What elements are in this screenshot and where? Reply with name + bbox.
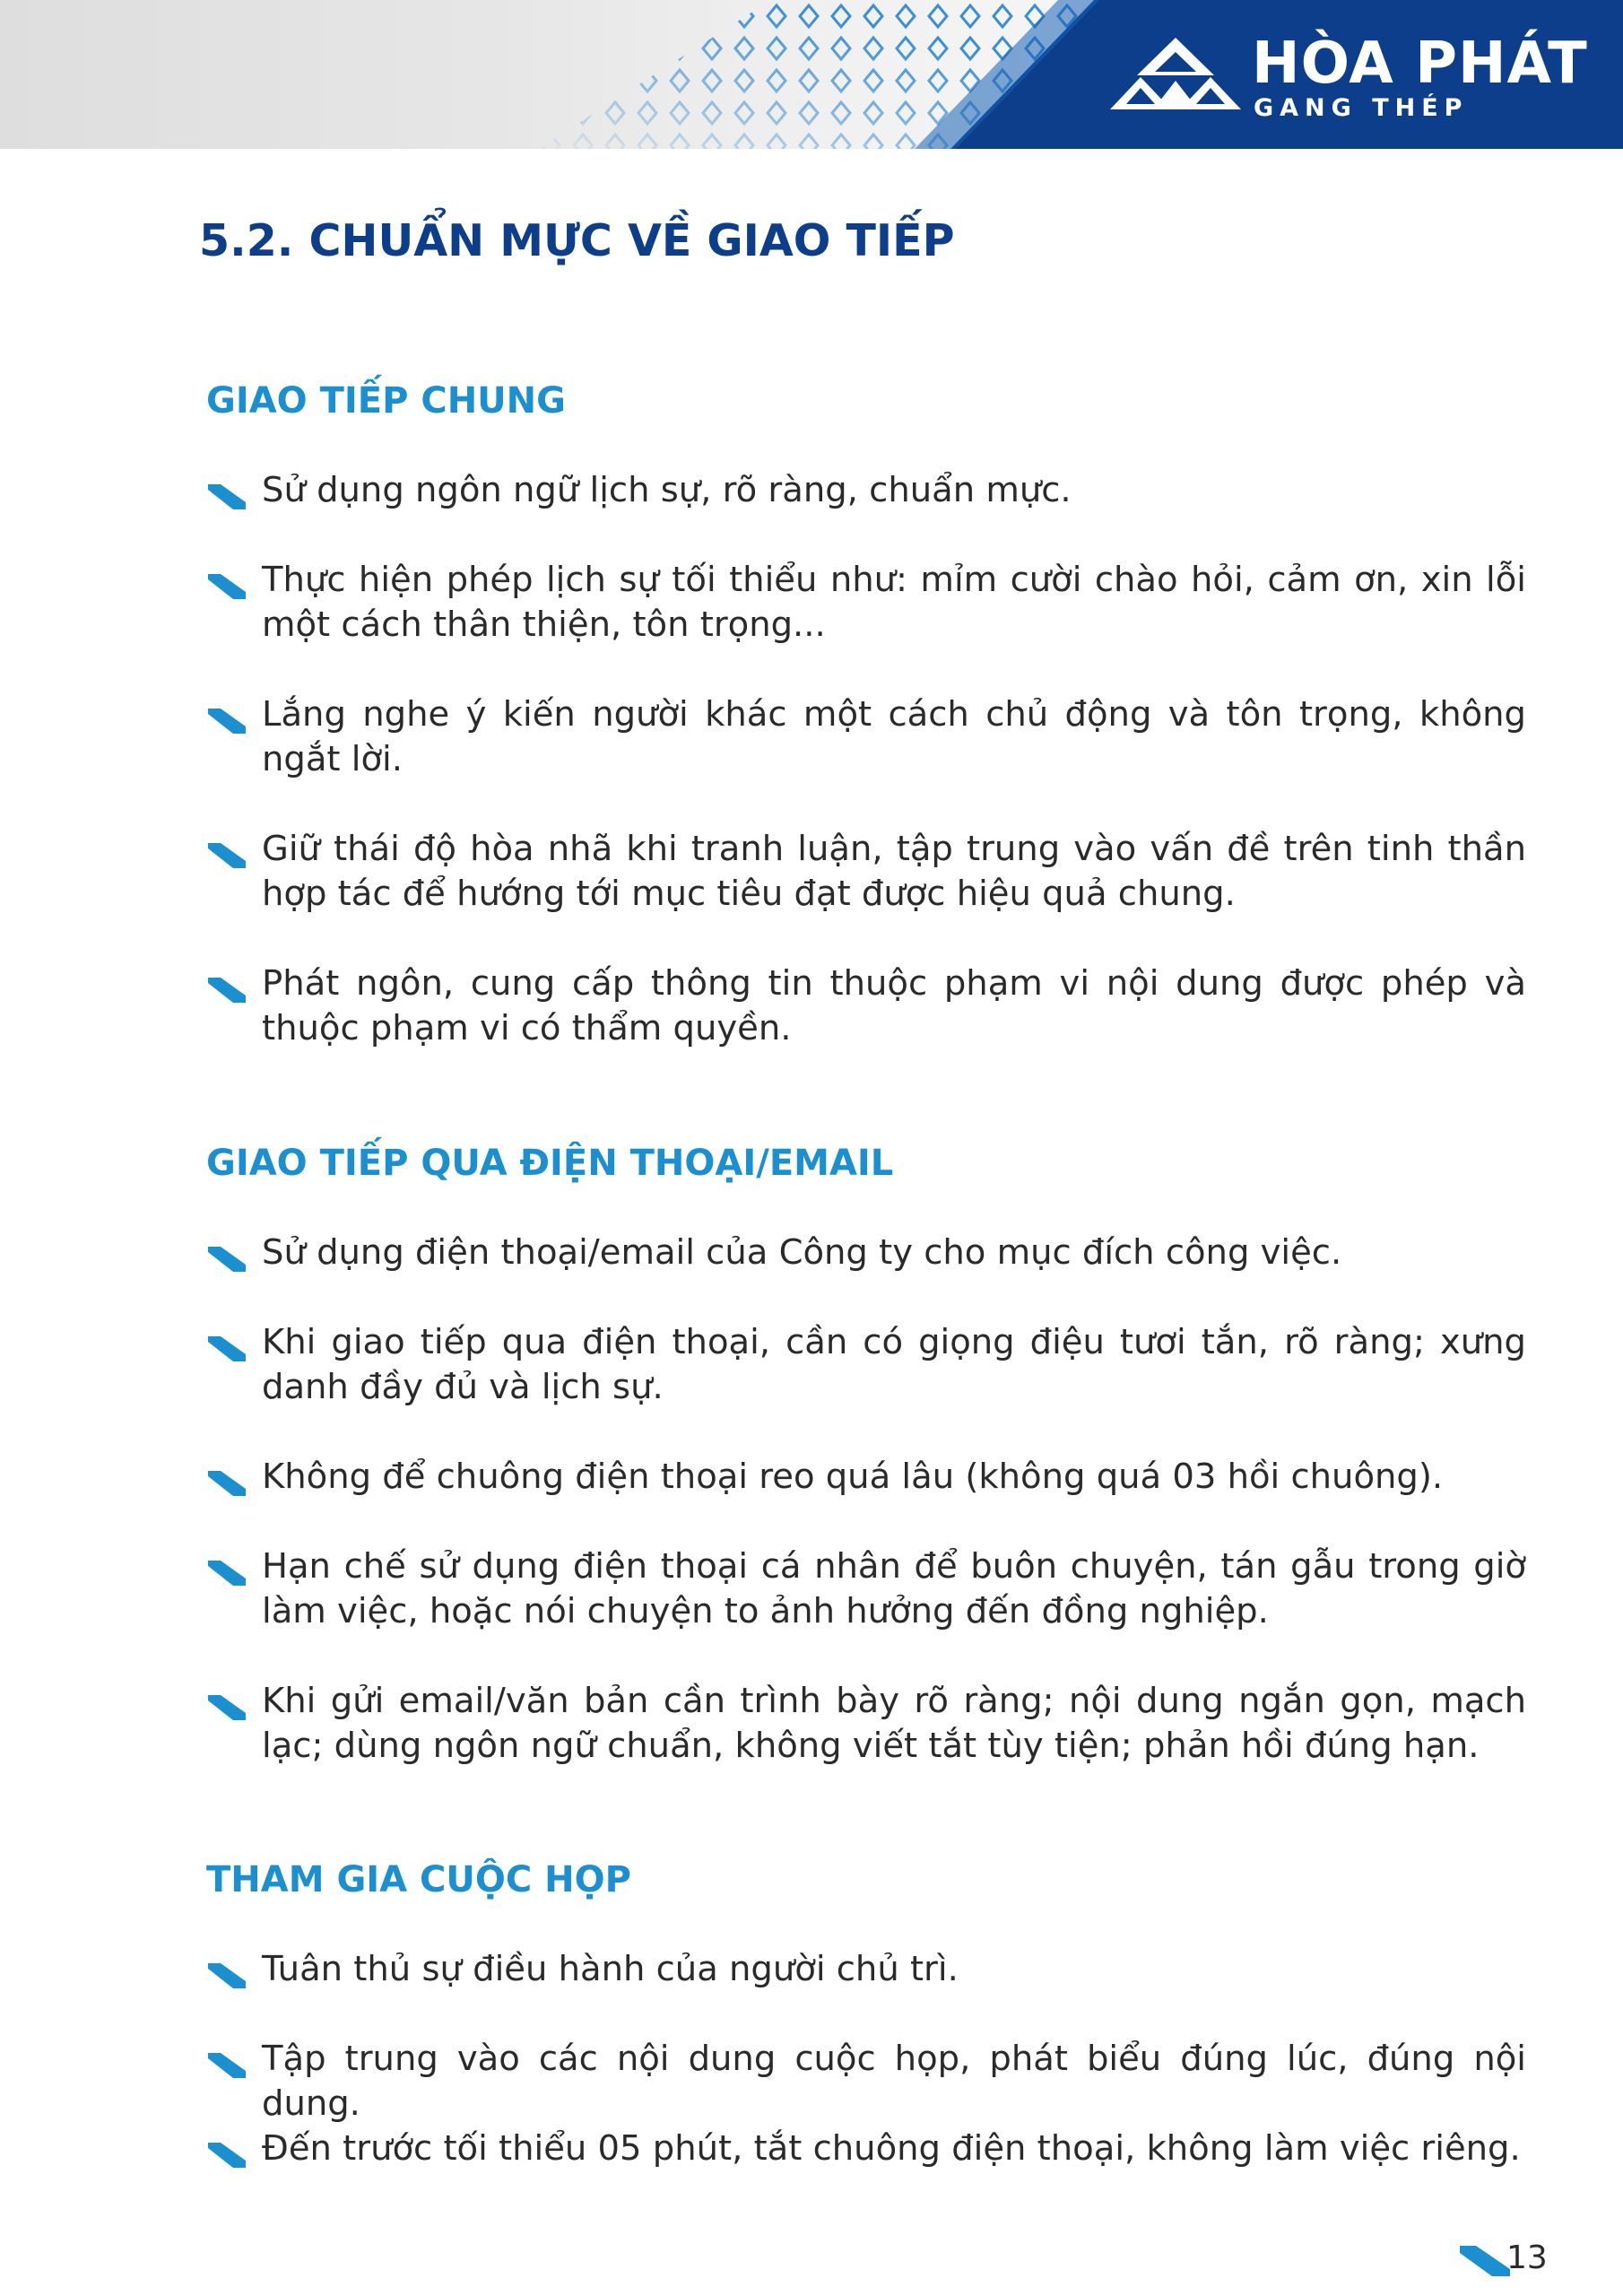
list-item-text: Hạn chế sử dụng điện thoại cá nhân để buôn chuyện, tán gẫu trong giờ làm việc, hoặc nói chuyện to ảnh hưởng đến đồng nghiệp.: [262, 1546, 1526, 1631]
brand-name: HÒA PHÁT: [1252, 30, 1588, 97]
page-number: [1460, 2237, 1567, 2282]
list-item-text: Giữ thái độ hòa nhã khi tranh luận, tập trung vào vấn đề trên tinh thần hợp tác để hướng tới mục tiêu đạt được hiệu quả chung.: [262, 829, 1526, 914]
bullet-arrow-icon: [208, 2053, 246, 2078]
list-item-text: Tuân thủ sự điều hành của người chủ trì.: [262, 1949, 959, 1989]
brand-subtitle: GANG THÉP: [1254, 94, 1469, 122]
bullet-arrow-icon: [208, 1561, 246, 1586]
page-number-arrow-icon: [1460, 2246, 1510, 2276]
list-item-text: Không để chuông điện thoại reo quá lâu (không quá 03 hồi chuông).: [262, 1457, 1444, 1497]
company-logo: [1108, 30, 1588, 122]
list-item-text: Sử dụng ngôn ngữ lịch sự, rõ ràng, chuẩn mực.: [262, 470, 1072, 510]
page-title: 5.2. CHUẨN MỰC VỀ GIAO TIẾP: [199, 215, 955, 266]
page-number-text: 13: [1506, 2239, 1548, 2276]
section-heading: GIAO TIẾP QUA ĐIỆN THOẠI/EMAIL: [206, 1143, 894, 1184]
bullet-arrow-icon: [208, 1336, 246, 1361]
bullet-arrow-icon: [208, 574, 246, 599]
section-heading: THAM GIA CUỘC HỌP: [206, 1859, 631, 1900]
bullet-arrow-icon: [208, 1247, 246, 1272]
list-item-text: Khi giao tiếp qua điện thoại, cần có giọng điệu tươi tắn, rõ ràng; xưng danh đầy đủ và lịch sự.: [262, 1322, 1526, 1407]
list-item-text: Tập trung vào các nội dung cuộc họp, phát biểu đúng lúc, đúng nội dung.: [262, 2039, 1526, 2124]
list-item-text: Phát ngôn, cung cấp thông tin thuộc phạm vi nội dung được phép và thuộc phạm vi có thẩm quyền.: [262, 963, 1526, 1048]
list-item-text: Khi gửi email/văn bản cần trình bày rõ ràng; nội dung ngắn gọn, mạch lạc; dùng ngôn ngữ chuẩn, không viết tắt tùy tiện; phản hồi đúng hạn.: [262, 1681, 1526, 1766]
bullet-arrow-icon: [208, 1471, 246, 1496]
bullet-arrow-icon: [208, 1695, 246, 1720]
bullet-arrow-icon: [208, 709, 246, 734]
list-item-text: Sử dụng điện thoại/email của Công ty cho mục đích công việc.: [262, 1232, 1342, 1273]
list-item-text: Thực hiện phép lịch sự tối thiểu như: mỉm cười chào hỏi, cảm ơn, xin lỗi một cách thân thiện, tôn trọng...: [262, 560, 1526, 645]
bullet-arrow-icon: [208, 484, 246, 509]
page-header: [0, 0, 1623, 149]
section-heading: GIAO TIẾP CHUNG: [206, 380, 566, 422]
list-item-text: Lắng nghe ý kiến người khác một cách chủ động và tôn trọng, không ngắt lời.: [262, 694, 1526, 779]
list-item-text: Đến trước tối thiểu 05 phút, tắt chuông điện thoại, không làm việc riêng.: [262, 2128, 1521, 2169]
bullet-arrow-icon: [208, 843, 246, 868]
bullet-arrow-icon: [208, 2143, 246, 2168]
bullet-arrow-icon: [208, 1963, 246, 1988]
hoa-phat-logo-icon: [1108, 36, 1243, 117]
bullet-arrow-icon: [208, 978, 246, 1003]
